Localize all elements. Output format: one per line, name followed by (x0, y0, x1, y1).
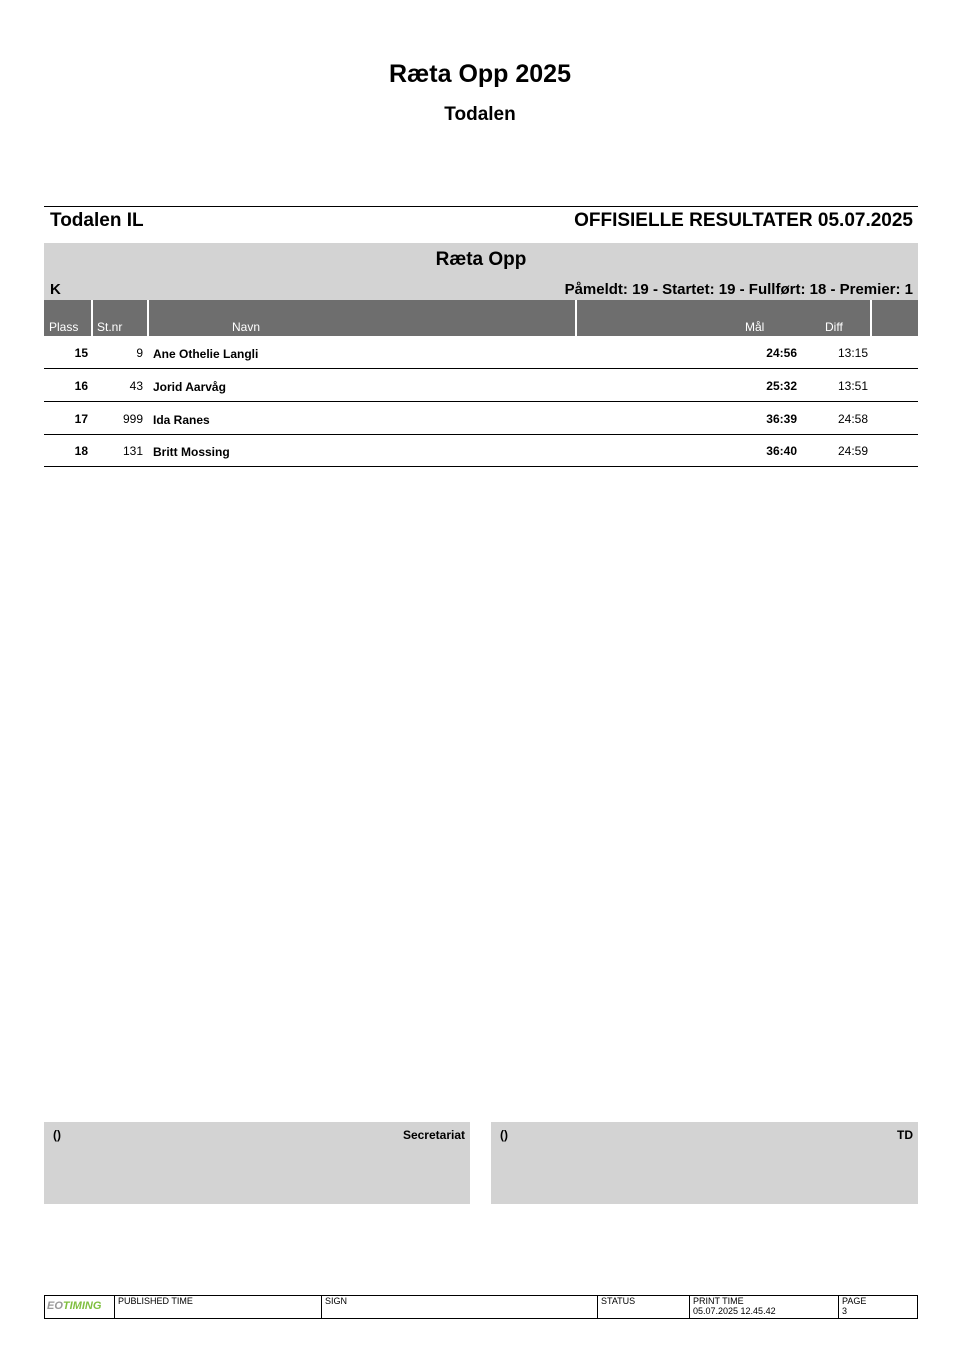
cell-maal: 36:40 (766, 444, 797, 458)
cell-stnr: 43 (129, 379, 143, 393)
status-label: STATUS (601, 1296, 636, 1306)
cell-maal: 25:32 (766, 379, 797, 393)
cell-stnr: 131 (122, 444, 143, 458)
secretariat-sign-box (44, 1122, 470, 1204)
col-stnr: St.nr (97, 320, 123, 334)
col-plass: Plass (49, 320, 79, 334)
table-row (44, 434, 918, 467)
race-stats: Påmeldt: 19 - Startet: 19 - Fullført: 18 - Premier: 1 (564, 281, 913, 298)
cell-diff: 13:51 (837, 379, 868, 393)
logo-timing: TIMING (62, 1300, 102, 1312)
table-row (44, 402, 918, 435)
cell-navn: Ida Ranes (153, 413, 210, 427)
cell-navn: Britt Mossing (153, 445, 230, 459)
page-number: 3 (842, 1306, 848, 1316)
col-maal: Mål (745, 320, 765, 334)
club-name: Todalen IL (50, 210, 144, 231)
cell-plass: 16 (74, 379, 88, 393)
cell-stnr: 999 (122, 412, 143, 426)
race-name: Ræta Opp (435, 249, 527, 270)
secretariat-name-placeholder: () (53, 1128, 61, 1142)
print-time-cell (689, 1296, 838, 1318)
cell-maal: 24:56 (766, 346, 797, 360)
status-cell (597, 1296, 689, 1318)
cell-maal: 36:39 (766, 412, 797, 426)
print-time-label: PRINT TIME (693, 1296, 744, 1306)
table-row (44, 336, 918, 369)
cell-diff: 24:58 (837, 412, 868, 426)
cell-diff: 13:15 (837, 346, 868, 360)
secretariat-label: Secretariat (402, 1128, 465, 1142)
cell-plass: 15 (74, 346, 88, 360)
page-label: PAGE (842, 1296, 867, 1306)
event-title: Ræta Opp 2025 (388, 60, 571, 88)
print-time-value: 05.07.2025 12.45.42 (693, 1306, 776, 1316)
table-row (44, 369, 918, 402)
published-time-label: PUBLISHED TIME (118, 1296, 193, 1306)
col-separator (870, 300, 872, 336)
footer-bar (44, 1295, 918, 1319)
col-separator (575, 300, 577, 336)
cell-navn: Ane Othelie Langli (153, 347, 259, 361)
td-label: TD (897, 1128, 913, 1142)
race-box (44, 243, 918, 301)
td-sign-box (491, 1122, 918, 1204)
class-name: K (50, 281, 61, 298)
col-separator (147, 300, 149, 336)
cell-diff: 24:59 (837, 444, 868, 458)
event-subtitle: Todalen (444, 104, 516, 125)
sign-cell (321, 1296, 597, 1318)
cell-plass: 17 (74, 412, 88, 426)
official-results-heading: OFFISIELLE RESULTATER 05.07.2025 (574, 210, 913, 231)
eotiming-logo (47, 1300, 101, 1312)
logo-eo: EO (47, 1300, 63, 1312)
cell-stnr: 9 (136, 346, 143, 360)
cell-plass: 18 (74, 444, 88, 458)
header-rule (44, 206, 918, 207)
page-cell (838, 1296, 917, 1318)
published-time-cell (114, 1296, 321, 1318)
td-name-placeholder: () (500, 1128, 508, 1142)
col-separator (91, 300, 93, 336)
sign-label: SIGN (325, 1296, 348, 1306)
col-navn: Navn (232, 320, 261, 334)
col-diff: Diff (825, 320, 843, 334)
results-table-header (44, 300, 918, 336)
cell-navn: Jorid Aarvåg (153, 380, 226, 394)
